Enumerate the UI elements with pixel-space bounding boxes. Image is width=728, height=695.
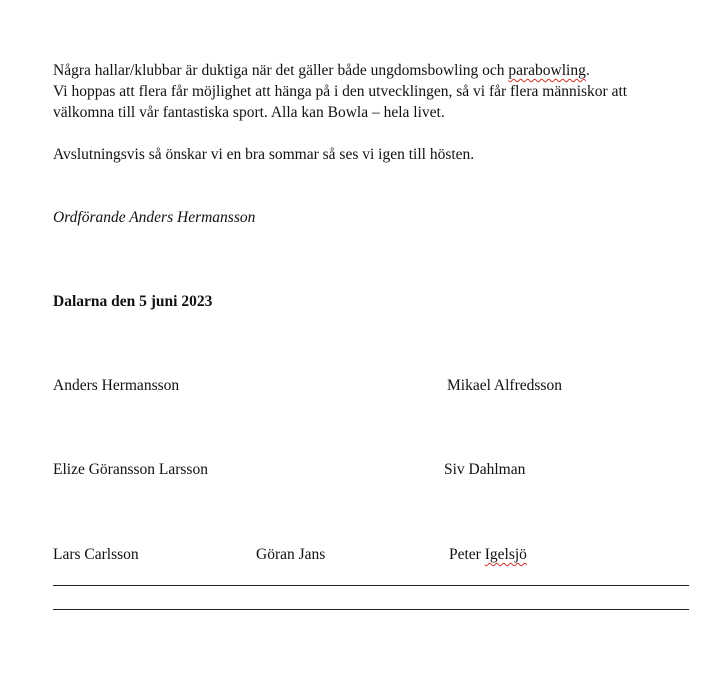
signatory-lars-carlsson: Lars Carlsson <box>53 546 139 563</box>
paragraph-line-2: Vi hoppas att flera får möjlighet att hänga på i den utvecklingen, så vi får flera människor att <box>53 83 628 100</box>
signatory-mikael-alfredsson: Mikael Alfredsson <box>447 377 562 394</box>
horizontal-rule-lower <box>53 609 689 610</box>
paragraph-closing: Avslutningsvis så önskar vi en bra sommar så ses vi igen till hösten. <box>53 146 475 163</box>
signatory-siv-dahlman: Siv Dahlman <box>444 461 526 478</box>
signatory-goran-jans: Göran Jans <box>256 546 326 563</box>
misspelled-word-parabowling[interactable]: parabowling <box>508 62 586 79</box>
misspelled-word-igelsjo[interactable]: Igelsjö <box>484 546 527 563</box>
horizontal-rule-upper <box>53 585 689 586</box>
place-date: Dalarna den 5 juni 2023 <box>53 293 213 310</box>
paragraph-line-1: Några hallar/klubbar är duktiga när det gäller både ungdomsbowling och parabowling. <box>53 62 590 79</box>
signatory-peter-igelsjo: Peter Igelsjö <box>449 546 527 563</box>
signature-title: Ordförande Anders Hermansson <box>53 209 256 226</box>
signatory-elize-goransson-larsson: Elize Göransson Larsson <box>53 461 208 478</box>
signatory-anders-hermansson: Anders Hermansson <box>53 377 180 394</box>
paragraph-bowling-development <box>53 60 703 123</box>
paragraph-line-3: välkomna till vår fantastiska sport. Alla kan Bowla – hela livet. <box>53 104 445 121</box>
